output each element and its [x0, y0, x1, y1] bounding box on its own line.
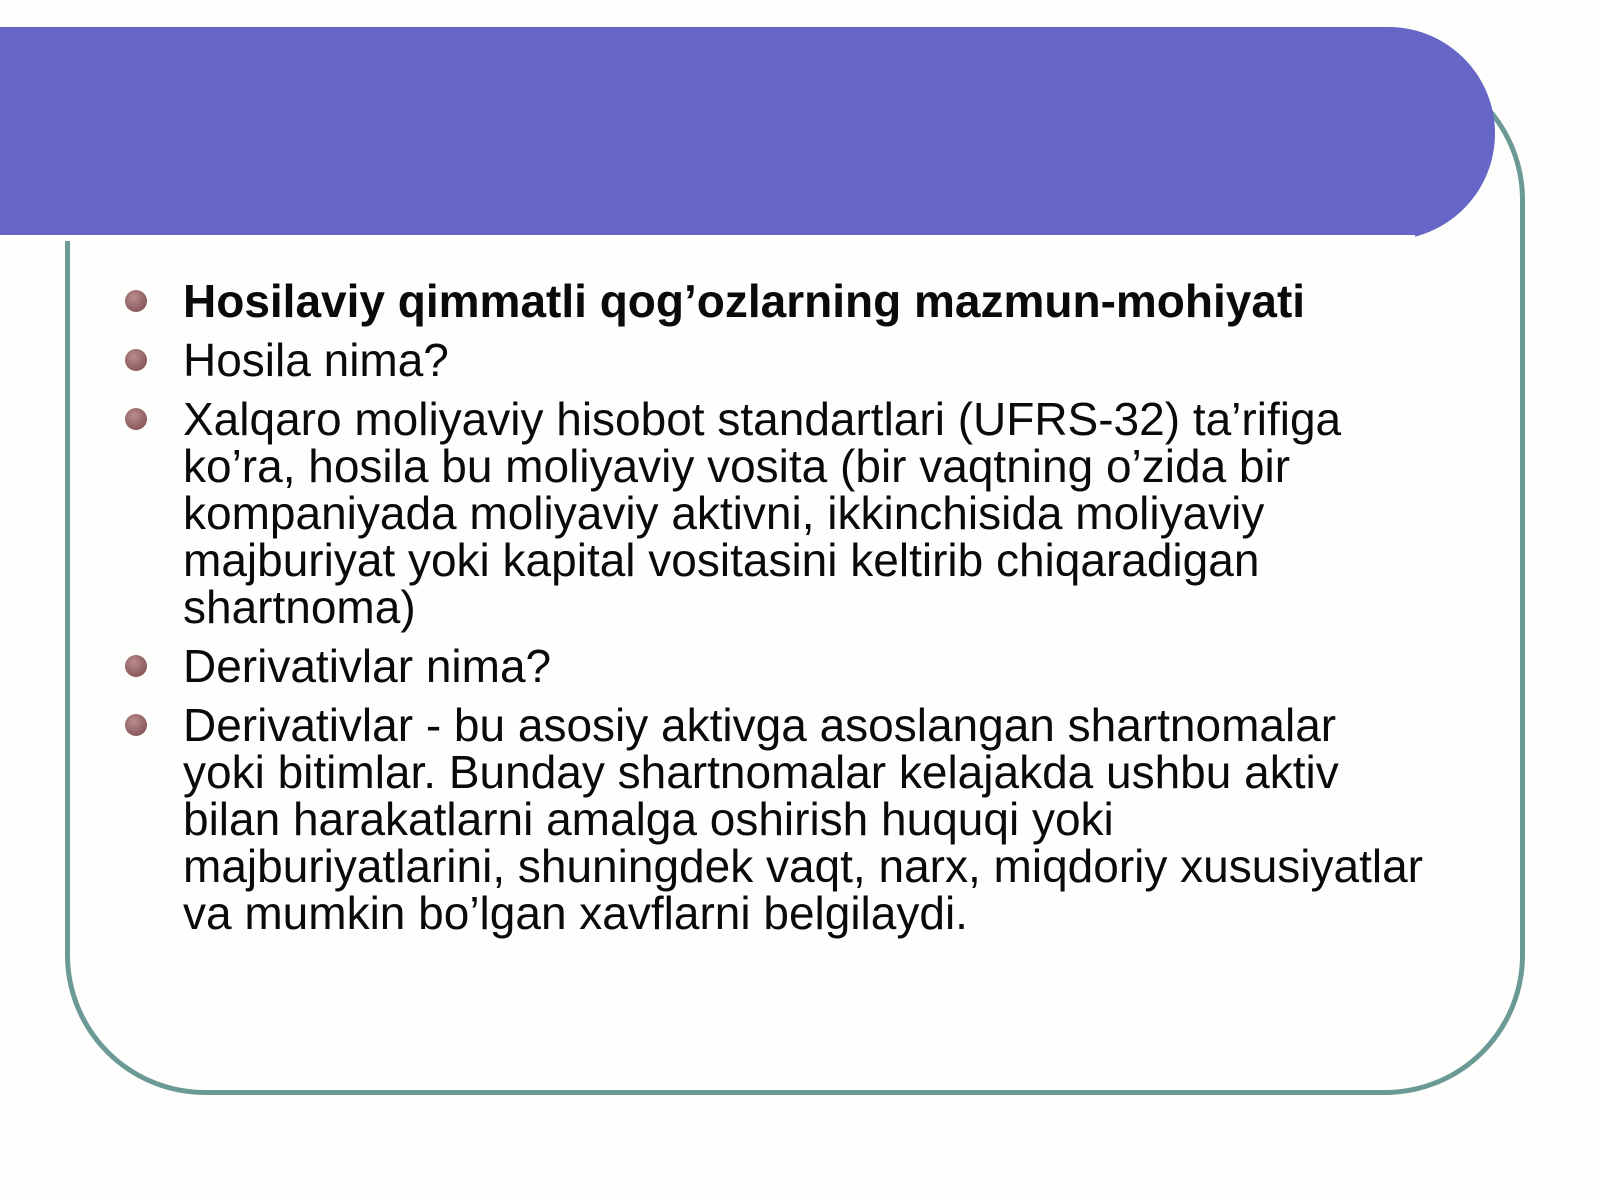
bullet-text: Xalqaro moliyaviy hisobot standartlari (UFRS-32) ta’rifiga ko’ra, hosila bu moliyaviy vosita (bir vaqtning o’zida bir kompaniyada moliyaviy aktivni, ikkinchisida moliyaviy majburiyat yoki kapital vositasini keltirib chiqaradigan shartnoma) [183, 393, 1342, 633]
bullet-list [125, 275, 1425, 949]
header-divider-line [0, 235, 1415, 241]
bullet-dot-icon [125, 290, 147, 312]
bullet-item [125, 699, 1425, 939]
bullet-text: Hosila nima? [183, 334, 449, 386]
bullet-dot-icon [125, 349, 147, 371]
bullet-dot-icon [125, 714, 147, 736]
bullet-dot-icon [125, 408, 147, 430]
bullet-item [125, 393, 1425, 633]
bullet-item [125, 334, 1425, 386]
header-band [0, 27, 1495, 240]
bullet-text: Derivativlar - bu asosiy aktivga asoslangan shartnomalar yoki bitimlar. Bunday shartnomalar kelajakda ushbu aktiv bilan harakatlarni amalga oshirish huquqi yoki majburiyatlarini, shuningdek vaqt, narx, miqdoriy xususiyatlar va mumkin bo’lgan xavflarni belgilaydi. [183, 699, 1424, 939]
bullet-item [125, 640, 1425, 692]
bullet-text: Derivativlar nima? [183, 640, 552, 692]
bullet-dot-icon [125, 655, 147, 677]
bullet-text: Hosilaviy qimmatli qog’ozlarning mazmun-mohiyati [183, 275, 1306, 327]
bullet-item [125, 275, 1425, 327]
